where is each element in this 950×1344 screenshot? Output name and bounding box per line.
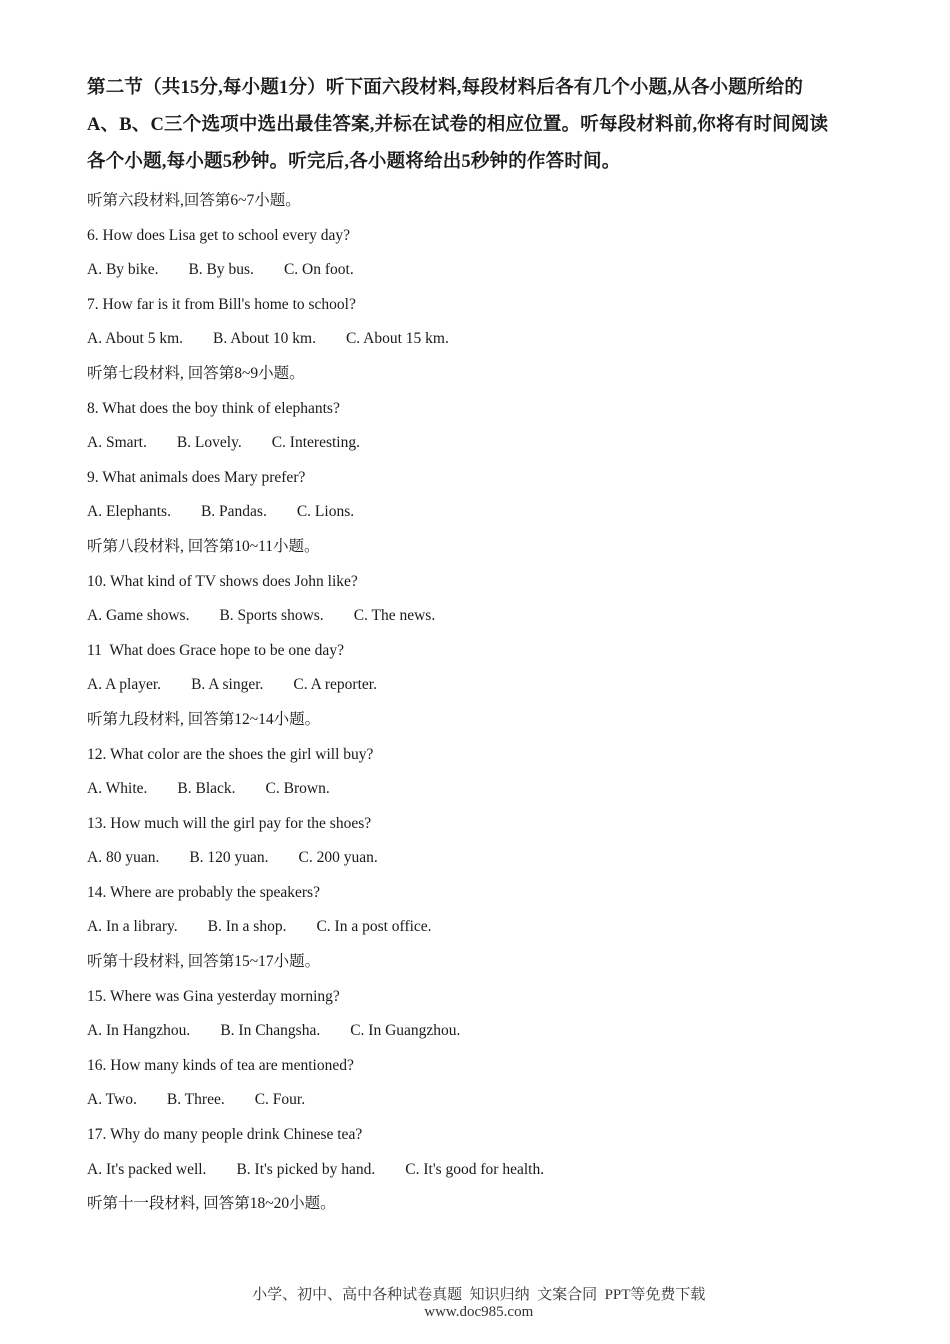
answer-option: A. A player. xyxy=(87,676,162,694)
question-list xyxy=(87,184,877,1222)
answer-option: B. Sports shows. xyxy=(219,607,324,625)
answer-options xyxy=(87,772,877,807)
section-header-line: A、B、C三个选项中选出最佳答案,并标在试卷的相应位置。听每段材料前,你将有时间阅读 xyxy=(87,115,829,135)
question-text: 8. What does the boy think of elephants? xyxy=(87,399,340,417)
question-text: 9. What animals does Mary prefer? xyxy=(87,468,306,486)
answer-option: C. Lions. xyxy=(296,503,355,521)
listening-instruction: 听第九段材料, 回答第12~14小题。 xyxy=(87,710,321,728)
answer-option: C. Four. xyxy=(254,1091,306,1109)
answer-options xyxy=(87,495,877,530)
answer-option: A. White. xyxy=(87,780,148,798)
answer-option: A. 80 yuan. xyxy=(87,849,160,867)
question-text: 17. Why do many people drink Chinese tea? xyxy=(87,1126,363,1144)
answer-options xyxy=(87,1153,877,1188)
answer-option: A. Two. xyxy=(87,1091,137,1109)
answer-option: A. About 5 km. xyxy=(87,330,184,348)
answer-option: A. Smart. xyxy=(87,434,147,452)
question-text: 11 What does Grace hope to be one day? xyxy=(87,641,344,659)
question-text: 10. What kind of TV shows does John like? xyxy=(87,572,358,590)
answer-options xyxy=(87,841,877,876)
answer-option: C. In Guangzhou. xyxy=(350,1022,461,1040)
listening-instruction: 听第十一段材料, 回答第18~20小题。 xyxy=(87,1195,336,1213)
answer-option: B. About 10 km. xyxy=(213,330,316,348)
answer-option: C. About 15 km. xyxy=(345,330,449,348)
listening-instruction: 听第七段材料, 回答第8~9小题。 xyxy=(87,364,305,382)
answer-option: B. A singer. xyxy=(191,676,264,694)
answer-option: C. Brown. xyxy=(265,780,330,798)
answer-option: B. Pandas. xyxy=(200,503,267,521)
answer-option: A. In Hangzhou. xyxy=(87,1022,191,1040)
footer-url: www.doc985.com xyxy=(424,1304,534,1320)
listening-instruction: 听第六段材料,回答第6~7小题。 xyxy=(87,192,301,209)
page-footer xyxy=(0,1266,950,1321)
section-header-line: 各个小题,每小题5秒钟。听完后,各小题将给出5秒钟的作答时间。 xyxy=(87,152,621,172)
answer-options xyxy=(87,1014,877,1049)
answer-option: B. 120 yuan. xyxy=(189,849,269,867)
answer-option: A. In a library. xyxy=(87,918,178,936)
answer-options xyxy=(87,322,877,357)
answer-option: C. In a post office. xyxy=(316,918,432,936)
answer-option: C. On foot. xyxy=(283,261,354,279)
section-header-line: 第二节（共15分,每小题1分）听下面六段材料,每段材料后各有几个小题,从各小题所给的 xyxy=(87,78,804,98)
answer-option: B. By bus. xyxy=(188,261,254,279)
answer-options xyxy=(87,599,877,634)
answer-option: B. Black. xyxy=(177,780,236,798)
answer-option: B. In a shop. xyxy=(207,918,287,936)
answer-option: B. Lovely. xyxy=(176,434,242,452)
answer-option: A. By bike. xyxy=(87,261,159,279)
section-header xyxy=(87,70,877,181)
answer-option: C. The news. xyxy=(353,607,436,625)
answer-option: A. It's packed well. xyxy=(87,1160,207,1178)
question-text: 16. How many kinds of tea are mentioned? xyxy=(87,1056,354,1074)
answer-option: B. Three. xyxy=(166,1091,225,1109)
listening-instruction: 听第十段材料, 回答第15~17小题。 xyxy=(87,953,321,971)
answer-options xyxy=(87,253,877,288)
footer-text: 小学、初中、高中各种试卷真题 知识归纳 文案合同 PPT等免费下载 xyxy=(252,1287,706,1303)
answer-option: A. Elephants. xyxy=(87,503,171,521)
answer-options xyxy=(87,910,877,945)
answer-options xyxy=(87,1083,877,1118)
question-text: 13. How much will the girl pay for the shoes? xyxy=(87,814,372,832)
answer-options xyxy=(87,668,877,703)
exam-page xyxy=(87,70,877,1222)
question-text: 15. Where was Gina yesterday morning? xyxy=(87,987,340,1005)
answer-option: C. It's good for health. xyxy=(405,1160,545,1178)
answer-option: B. In Changsha. xyxy=(220,1022,321,1040)
question-text: 14. Where are probably the speakers? xyxy=(87,883,320,901)
answer-option: C. Interesting. xyxy=(271,434,360,452)
question-text: 7. How far is it from Bill's home to school? xyxy=(87,295,356,313)
listening-instruction: 听第八段材料, 回答第10~11小题。 xyxy=(87,537,320,555)
answer-options xyxy=(87,426,877,461)
answer-option: A. Game shows. xyxy=(87,607,190,625)
question-text: 12. What color are the shoes the girl will buy? xyxy=(87,745,374,763)
question-text: 6. How does Lisa get to school every day? xyxy=(87,226,351,244)
answer-option: B. It's picked by hand. xyxy=(236,1160,376,1178)
answer-option: C. A reporter. xyxy=(293,676,377,694)
answer-option: C. 200 yuan. xyxy=(298,849,378,867)
